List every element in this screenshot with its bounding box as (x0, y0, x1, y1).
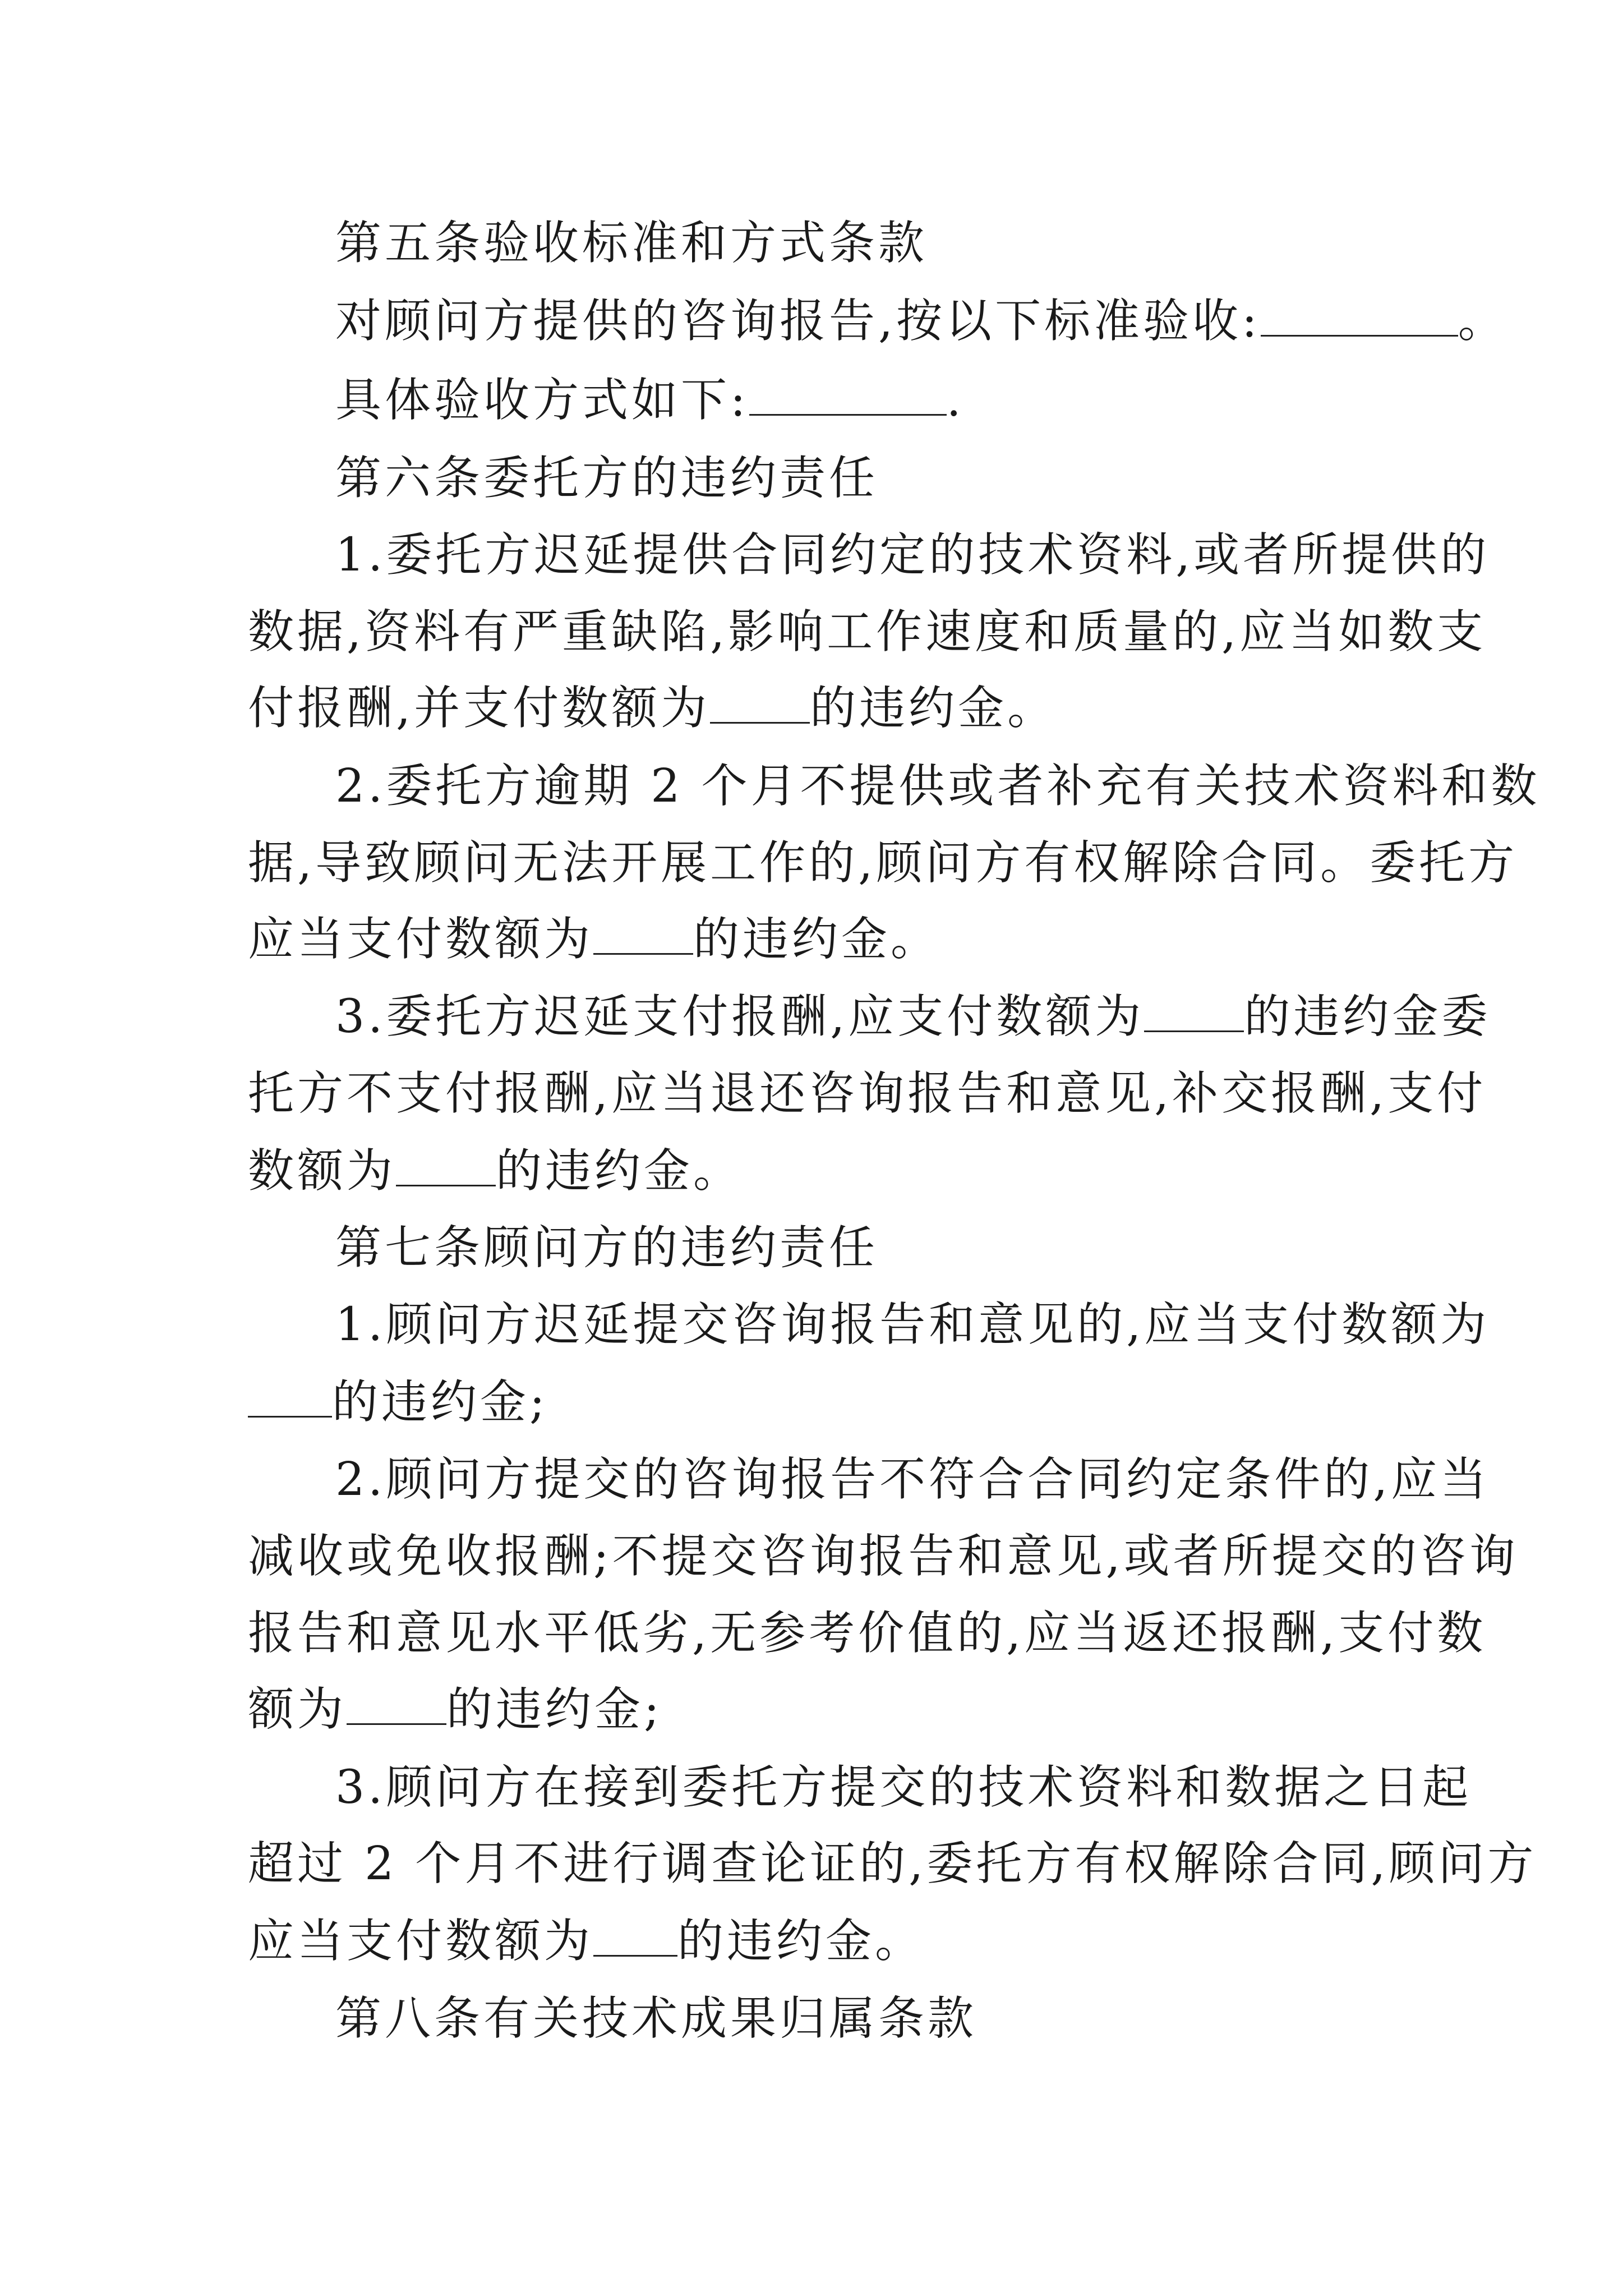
paragraph-line: 应当支付数额为 的违约金。 (248, 1915, 925, 1968)
paragraph-line: 2.委托方逾期 2 个月不提供或者补充有关技术资料和数 (335, 760, 1541, 813)
article-8-heading: 第八条有关技术成果归属条款 (335, 1992, 978, 2045)
blank-field[interactable] (347, 1688, 446, 1725)
blank-field[interactable] (248, 1381, 332, 1418)
paragraph-line: 数额为 的违约金。 (248, 1144, 743, 1198)
paragraph-line: 付报酬,并支付数额为 的违约金。 (248, 682, 1057, 735)
blank-field[interactable] (396, 1150, 496, 1186)
article-5-heading: 第五条验收标准和方式条款 (335, 217, 928, 270)
blank-field[interactable] (1261, 300, 1458, 337)
blank-field[interactable] (749, 379, 947, 416)
paragraph-line: 1.顾问方迟延提交咨询报告和意见的,应当支付数额为 (335, 1298, 1490, 1351)
paragraph-line: 3.顾问方在接到委托方提交的技术资料和数据之日起 (335, 1761, 1472, 1814)
paragraph-line: 据,导致顾问无法开展工作的,顾问方有权解除合同。委托方 (248, 836, 1518, 890)
paragraph-line: 3.委托方迟延支付报酬,应支付数额为 的违约金委 (335, 990, 1491, 1043)
acceptance-method-line: 具体验收方式如下: . (335, 374, 965, 427)
blank-field[interactable] (593, 918, 693, 955)
paragraph-line: 减收或免收报酬;不提交咨询报告和意见,或者所提交的咨询 (248, 1530, 1519, 1583)
article-7-heading: 第七条顾问方的违约责任 (335, 1221, 879, 1274)
paragraph-line: 托方不支付报酬,应当退还咨询报告和意见,补交报酬,支付 (248, 1067, 1487, 1120)
paragraph-line: 数据,资料有严重缺陷,影响工作速度和质量的,应当如数支 (248, 605, 1487, 659)
paragraph-line: 的违约金; (248, 1374, 548, 1430)
paragraph-line: 额为 的违约金; (248, 1683, 663, 1736)
paragraph-line: 2.顾问方提交的咨询报告不符合合同约定条件的,应当 (335, 1453, 1490, 1506)
paragraph-line: 超过 2 个月不进行调查论证的,委托方有权解除合同,顾问方 (248, 1837, 1537, 1890)
acceptance-standard-line: 对顾问方提供的咨询报告,按以下标准验收: 。 (335, 295, 1507, 348)
blank-field[interactable] (593, 1920, 677, 1957)
article-6-heading: 第六条委托方的违约责任 (335, 452, 879, 505)
blank-field[interactable] (710, 687, 810, 724)
blank-field[interactable] (1144, 996, 1244, 1032)
paragraph-line: 报告和意见水平低劣,无参考价值的,应当返还报酬,支付数 (248, 1607, 1487, 1660)
paragraph-line: 1.委托方迟延提供合同约定的技术资料,或者所提供的 (335, 528, 1490, 582)
paragraph-line: 应当支付数额为 的违约金。 (248, 913, 940, 966)
